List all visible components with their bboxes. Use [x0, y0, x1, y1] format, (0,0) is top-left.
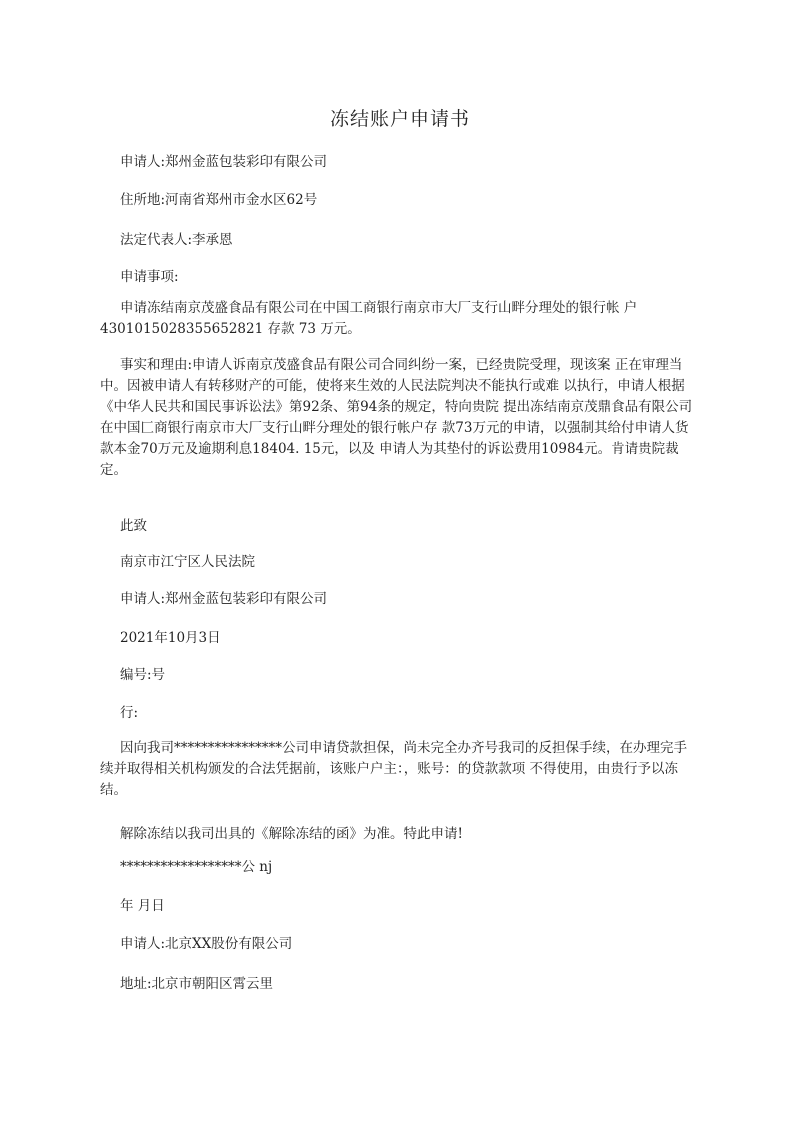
- matters-body: 申请冻结南京茂盛食品有限公司在中国工商银行南京市大厂支行山畔分理处的银行帐 户4301015028355652821 存款 73 万元。: [100, 300, 638, 337]
- letter-body: 因向我司****************公司申请贷款担保，尚未完全办齐号我司的反担保手续，在办理完手续并取得相关机构颁发的合法凭据前，该账户户主：，账号：的贷款款项 不得使用，由贵行予以冻结。: [100, 740, 687, 798]
- applicant-signature: 申请人:郑州金蓝包装彩印有限公司: [120, 591, 328, 607]
- address2-line: 地址:北京市朝阳区霄云里: [120, 976, 274, 992]
- legal-rep-line: 法定代表人:李承恩: [120, 232, 233, 248]
- applicant-line: 申请人:郑州金蓝包装彩印有限公司: [120, 154, 328, 170]
- date-line: 2021年10月3日: [120, 630, 221, 646]
- company-masked: ******************公 nj: [120, 859, 273, 875]
- facts-body: 事实和理由:申请人诉南京茂盛食品有限公司合同纠纷一案，已经贵院受理，现该案 正在审理当中。因被申请人有转移财产的可能，使将来生效的人民法院判决不能执行或难 以执行，申请人根据《中华人民共和国民事诉讼法》第92条、第94条的规定，特向贵院 提出冻结南京茂鼎食品有限公司在中国匚商银行南京市大厂支行山畔分理处的银行帐户存 款73万元的申请，以强制其给付申请人货款本金70万元及逾期利息18404. 15元，以及 申请人为其垫付的诉讼费用10984元。肯请贵院裁定。: [100, 357, 693, 478]
- court-name: 南京市江宁区人民法院: [120, 554, 255, 570]
- document-title: 冻结账户申请书: [329, 108, 470, 130]
- matters-heading: 申请事项:: [120, 269, 179, 285]
- address-line: 住所地:河南省郑州市金水区62号: [120, 192, 318, 208]
- applicant2-line: 申请人:北京XX股份有限公司: [120, 936, 293, 952]
- salutation: 此致: [120, 518, 147, 534]
- date-blank-line: 年 月日: [120, 898, 165, 914]
- bank-line: 行:: [120, 705, 139, 721]
- release-note: 解除冻结以我司出具的《解除冻结的函》为准。特此申请!: [120, 826, 463, 842]
- number-line: 编号:号: [120, 667, 166, 683]
